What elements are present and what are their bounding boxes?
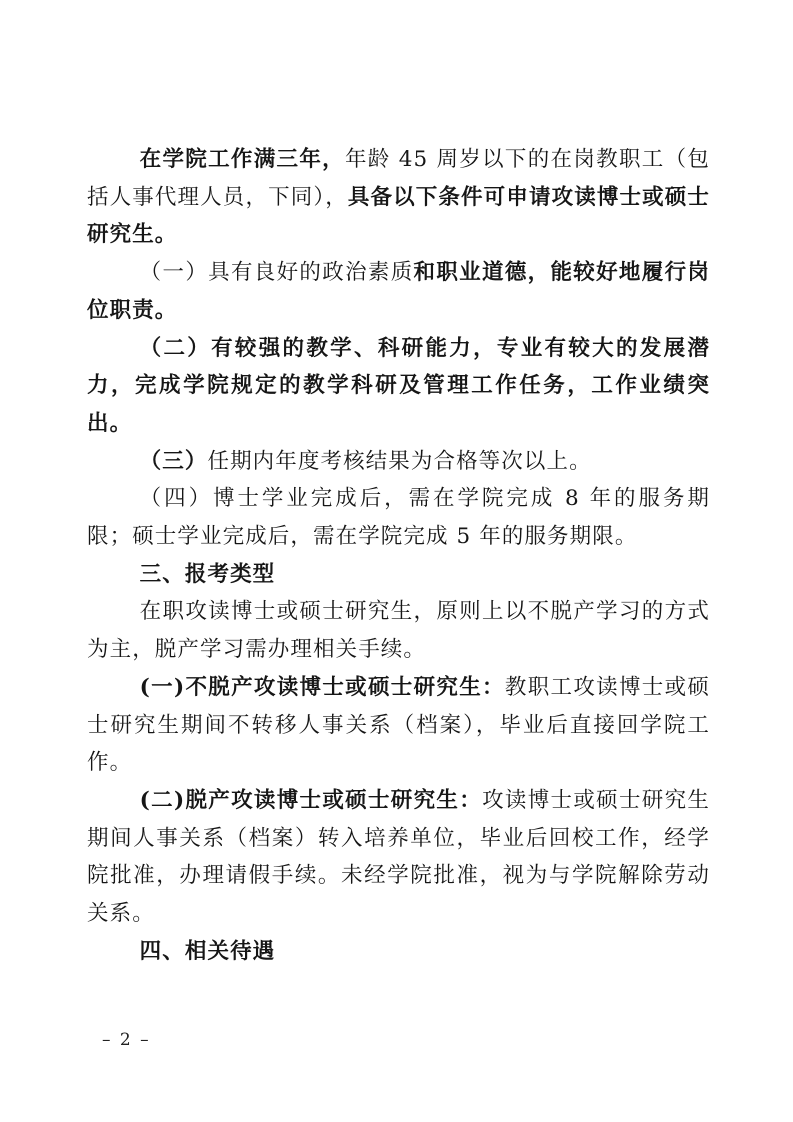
study-mode-item-1 — [87, 669, 710, 782]
study-mode-intro — [87, 593, 710, 668]
condition-item-1 — [87, 254, 710, 329]
text-segment-kaibold: (二)脱产攻读博士或硕士研究生： — [139, 787, 483, 813]
text-segment-kai: 攻读博士或硕士研究生期间人事关系（档案）转入培养单位，毕业后回校工作，经学院批准，办理请假手续。未经学院批准，视为与学院解除劳动关系。 — [87, 787, 710, 927]
condition-item-2 — [87, 330, 710, 443]
page-number: – 2 – — [102, 1030, 151, 1050]
intro-paragraph — [87, 141, 710, 254]
document-body — [87, 141, 710, 970]
text-segment-kai: （四）博士学业完成后，需在学院完成 8 年的服务期限；硕士学业完成后，需在学院完成 5 年的服务期限。 — [87, 486, 710, 550]
text-segment-hei: 三、报考类型 — [139, 561, 276, 586]
text-segment-kai: 在职攻读博士或硕士研究生，原则上以不脱产学习的方式为主，脱产学习需办理相关手续。 — [87, 599, 710, 663]
section-heading-4 — [87, 933, 710, 971]
text-segment-kai: 教职工攻读博士或硕士研究生期间不转移人事关系（档案），毕业后直接回学院工作。 — [87, 674, 710, 776]
text-segment-hei: 具备以下条件可申请攻读博士或硕士研究生。 — [87, 184, 710, 247]
text-segment-kai: （一）具有良好的政治素质 — [139, 260, 414, 286]
text-segment-kaibold: (一)不脱产攻读博士或硕士研究生： — [139, 674, 505, 700]
condition-item-4 — [87, 480, 710, 555]
section-heading-3 — [87, 556, 710, 594]
text-segment-kai: 任期内年度考核结果为合格等次以上。 — [207, 448, 592, 474]
text-segment-hei: 和职业道德，能较好地履行岗位职责。 — [87, 260, 710, 322]
text-segment-hei: 四、相关待遇 — [139, 938, 276, 963]
text-segment-hei: （三） — [139, 448, 208, 473]
condition-item-3 — [87, 443, 710, 481]
study-mode-item-2 — [87, 782, 710, 933]
text-segment-hei: （二）有较强的教学、科研能力，专业有较大的发展潜力，完成学院规定的教学科研及管理工作任务，工作业绩突出。 — [87, 335, 710, 435]
text-segment-kai: 年龄 45 周岁以下的在岗教职工（包括人事代理人员，下同）， — [87, 147, 710, 210]
text-segment-hei: 在学院工作满三年， — [139, 147, 345, 171]
